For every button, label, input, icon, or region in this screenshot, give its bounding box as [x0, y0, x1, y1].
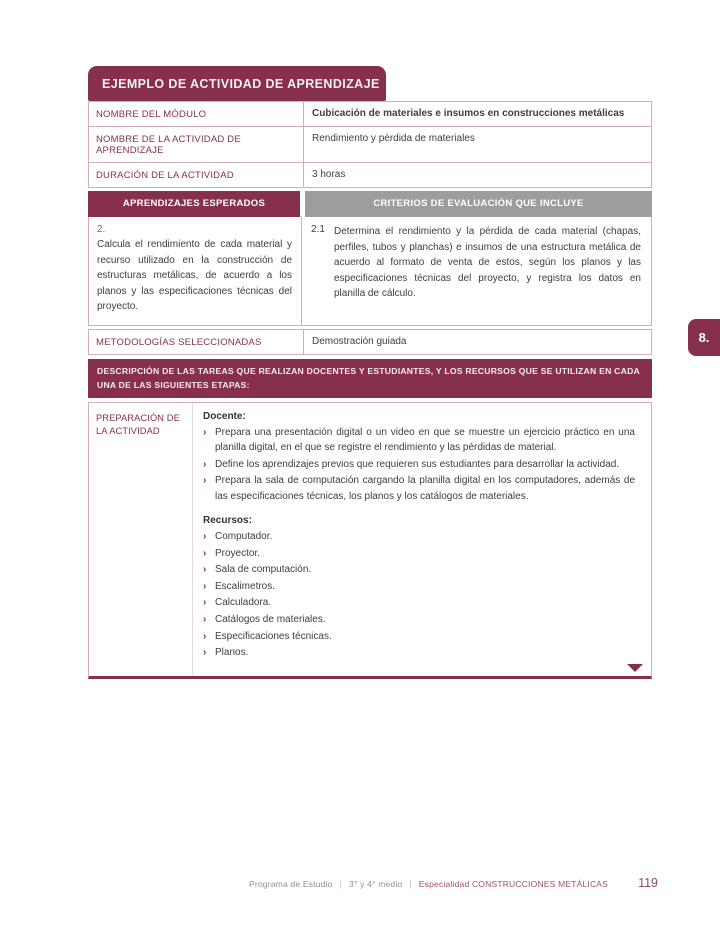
activity-table: [88, 101, 652, 679]
teacher-task-list: [203, 425, 635, 505]
methodology-label: METODOLOGÍAS SELECCIONADAS: [96, 336, 262, 348]
methodology-value: Demostración guiada: [303, 330, 651, 354]
list-item: [203, 529, 635, 545]
criteria-number: 2.1: [311, 224, 325, 235]
footer-separator: |: [409, 879, 412, 889]
expected-learning-text: Calcula el rendimiento de cada material y recurso utilizado en la construcción de estructuras metálicas, de acuerdo a los planos y las especificaciones técnicas del proyecto.: [97, 239, 292, 312]
bullet-icon: ›: [203, 597, 207, 609]
list-item: [203, 562, 635, 578]
footer-program: Programa de Estudio: [248, 879, 333, 889]
criteria-text: Determina el rendimiento y la pérdida de cada material (chapas, perfiles, tubos y planchas) e insumos de una estructura metálica de acuerdo al formato de venta de estos, según los planos y las especificaciones técnicas del proyecto, y registra los datos en planilla de cálculo.: [334, 226, 641, 299]
methodology-row: [88, 329, 652, 355]
list-item-text: Catálogos de materiales.: [215, 613, 326, 625]
footer-grades: 3° y 4° medio: [349, 879, 403, 889]
list-item: [203, 595, 635, 611]
footer-text: [249, 879, 608, 889]
preparation-section: [88, 402, 652, 679]
list-item: [203, 645, 635, 661]
list-item: [203, 457, 635, 473]
list-item-text: Calculadora.: [215, 597, 272, 609]
footer-separator: |: [339, 879, 343, 889]
teacher-heading: Docente:: [203, 410, 246, 422]
duration-label: DURACIÓN DE LA ACTIVIDAD: [96, 170, 234, 181]
bullet-icon: ›: [203, 647, 207, 659]
list-item: [203, 425, 635, 456]
bullet-icon: ›: [203, 613, 207, 625]
activity-name-label: NOMBRE DE LA ACTIVIDAD DE APRENDIZAJE: [96, 134, 241, 156]
resources-list: [203, 529, 635, 661]
list-item: [203, 546, 635, 562]
list-item: [203, 473, 635, 504]
bullet-icon: ›: [203, 475, 207, 486]
table-row: [89, 102, 651, 126]
expected-learning-header: APRENDIZAJES ESPERADOS: [88, 191, 300, 217]
list-item-text: Prepara la sala de computación cargando la planilla digital en los computadores, además de las especificaciones técnicas, los planos y los catálogos de materiales.: [215, 475, 635, 502]
learning-body-row: [88, 216, 652, 326]
evaluation-criteria-cell: [302, 216, 651, 325]
footer-specialty: Especialidad CONSTRUCCIONES METÁLICAS: [418, 879, 609, 889]
list-item: [203, 629, 635, 645]
list-item-text: Proyector.: [215, 547, 261, 559]
list-item-text: Prepara una presentación digital o un video en que se muestre un ejercicio práctico en una planilla digital, en el que se registre el rendimiento y las pérdidas de material.: [215, 426, 635, 453]
list-item-text: Sala de computación.: [215, 564, 312, 576]
chapter-tab: 8.: [688, 319, 720, 356]
module-name-label: NOMBRE DEL MÓDULO: [96, 109, 207, 120]
learning-header-row: [88, 191, 652, 216]
activity-name-value: Rendimiento y pérdida de materiales: [303, 127, 651, 162]
list-item: [203, 579, 635, 595]
expected-learning-cell: [89, 216, 302, 325]
bullet-icon: ›: [203, 564, 207, 576]
bullet-icon: ›: [203, 426, 207, 438]
list-item-text: Computador.: [215, 531, 273, 542]
bullet-icon: ›: [203, 580, 207, 592]
module-info-table: [88, 101, 652, 188]
stage-label: PREPARACIÓN DE LA ACTIVIDAD: [89, 403, 193, 676]
bullet-icon: ›: [203, 547, 207, 559]
list-item-text: Planos.: [215, 647, 249, 659]
list-item: [203, 612, 635, 628]
list-item-text: Define los aprendizajes previos que requieren sus estudiantes para desarrollar la actividad.: [215, 458, 620, 470]
bullet-icon: ›: [203, 531, 207, 542]
resources-heading: Recursos:: [203, 515, 252, 526]
resources-block: [203, 515, 635, 661]
list-item-text: Especificaciones técnicas.: [215, 630, 332, 642]
page-title: EJEMPLO DE ACTIVIDAD DE APRENDIZAJE: [88, 66, 386, 101]
page-number: 119: [638, 876, 658, 890]
table-row: [89, 126, 651, 162]
table-row: [89, 162, 651, 187]
bullet-icon: ›: [203, 458, 207, 470]
continuation-arrow-icon: [627, 664, 643, 672]
expected-learning-number: 2.: [97, 224, 106, 235]
duration-value: 3 horas: [303, 163, 651, 187]
page-footer: [0, 876, 658, 890]
list-item-text: Escalimetros.: [215, 580, 276, 592]
bullet-icon: ›: [203, 630, 207, 642]
evaluation-criteria-header: CRITERIOS DE EVALUACIÓN QUE INCLUYE: [305, 191, 652, 217]
preparation-content: [193, 403, 651, 676]
module-name-value: Cubicación de materiales e insumos en construcciones metálicas: [303, 102, 651, 126]
tasks-description-banner: DESCRIPCIÓN DE LAS TAREAS QUE REALIZAN DOCENTES Y ESTUDIANTES, Y LOS RECURSOS QUE SE UTILIZAN EN CADA UNA DE LAS SIGUIENTES ETAPAS:: [88, 359, 652, 398]
